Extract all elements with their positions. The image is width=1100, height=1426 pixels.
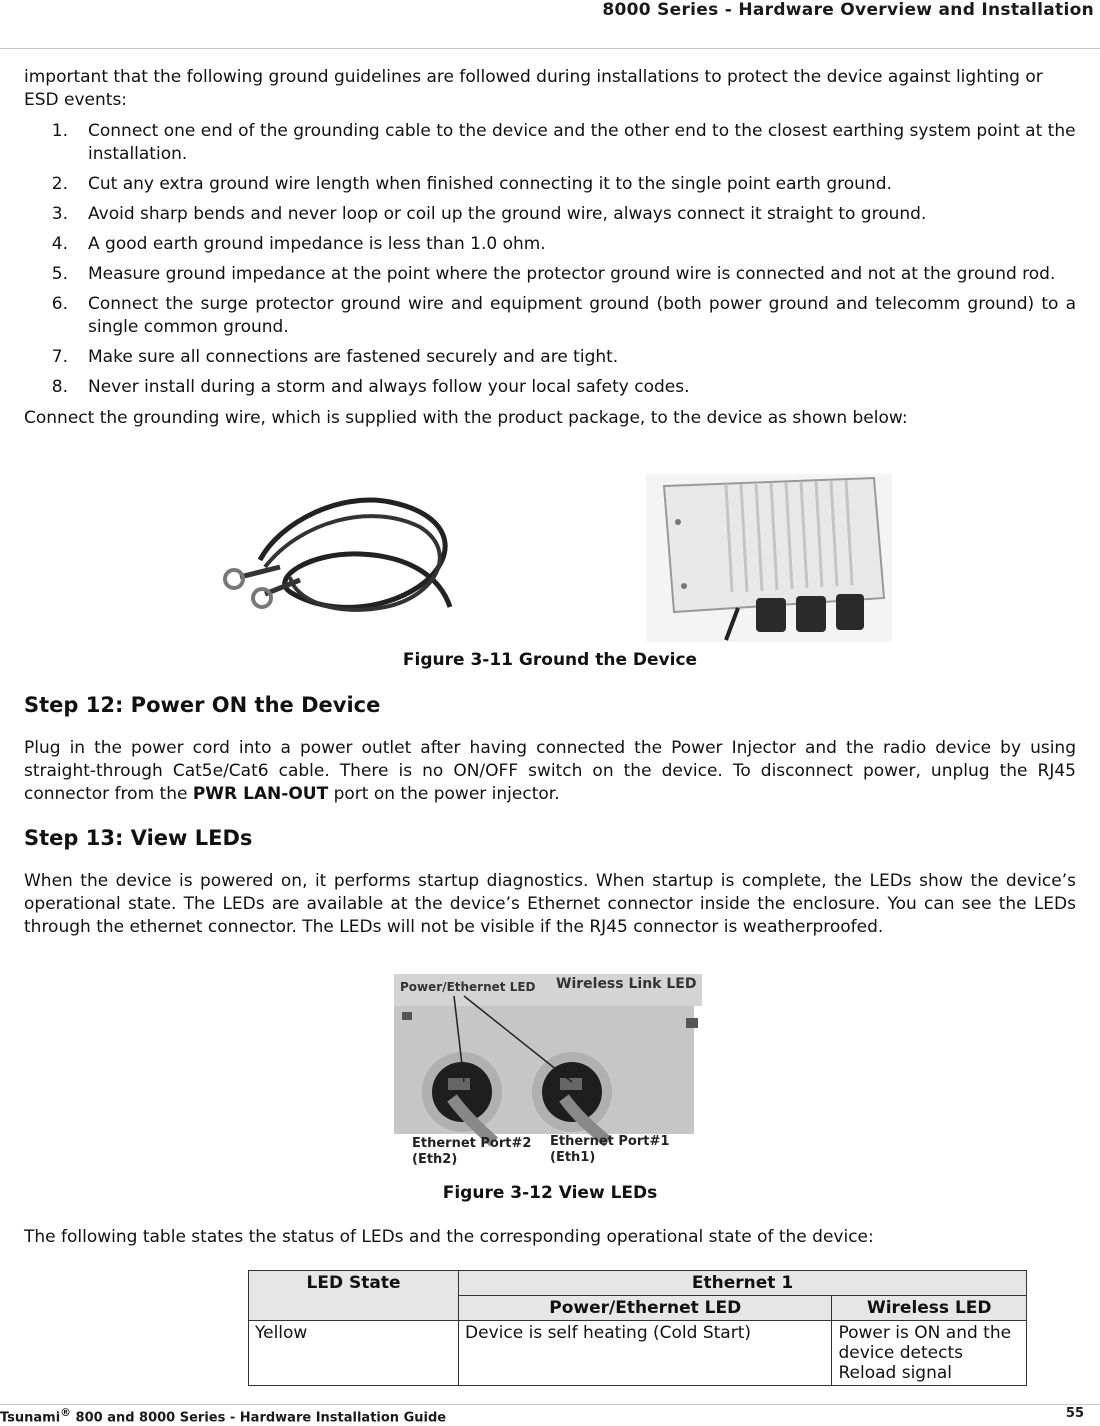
list-item-text: Avoid sharp bends and never loop or coil up the ground wire, always connect it straight to ground. xyxy=(88,204,927,224)
step-12-heading: Step 12: Power ON the Device xyxy=(24,693,381,717)
list-item xyxy=(24,203,1076,226)
list-item xyxy=(24,173,1076,196)
list-item-text: Cut any extra ground wire length when finished connecting it to the single point earth ground. xyxy=(88,174,892,194)
list-item-text: A good earth ground impedance is less than 1.0 ohm. xyxy=(88,234,546,254)
step-13-text: When the device is powered on, it performs startup diagnostics. When startup is complete, the LEDs show the device’s operational state. The LEDs are available at the device’s Ethernet connector inside the enclosure. You can see the LEDs through the ethernet connector. The LEDs will not be visible if the RJ45 connector is weatherproofed. xyxy=(24,871,1076,937)
figure-ground-device xyxy=(24,470,1076,644)
list-item xyxy=(24,346,1076,369)
list-item-number: 8. xyxy=(51,377,68,397)
list-item-text: Connect one end of the grounding cable to the device and the other end to the closest earthing system point at the installation. xyxy=(88,121,1076,164)
figure-3-11-caption: Figure 3-11 Ground the Device xyxy=(402,650,698,670)
ground-guidelines-list xyxy=(24,120,1076,399)
figure-view-leds xyxy=(394,974,702,1172)
cell-power-ethernet: Device is self heating (Cold Start) xyxy=(459,1321,832,1386)
pwr-lan-out-port: PWR LAN-OUT xyxy=(192,784,329,804)
header-rule xyxy=(0,48,1100,49)
header-led-state: LED State xyxy=(249,1271,459,1321)
list-item-number: 4. xyxy=(51,234,68,254)
list-item-text: Make sure all connections are fastened securely and are tight. xyxy=(88,347,619,367)
list-item xyxy=(24,376,1076,399)
list-item xyxy=(24,233,1076,256)
list-item-text: Never install during a storm and always follow your local safety codes. xyxy=(88,377,690,397)
list-item-number: 1. xyxy=(51,121,68,141)
label-power-ethernet-led: Power/Ethernet LED xyxy=(400,980,536,994)
list-item-number: 3. xyxy=(51,204,68,224)
cell-wireless: Power is ON and the device detects Reload signal xyxy=(832,1321,1027,1386)
cell-led-state: Yellow xyxy=(249,1321,459,1386)
grounding-cable-image xyxy=(220,482,470,632)
footer-guide-title: Tsunami® 800 and 8000 Series - Hardware Installation Guide xyxy=(0,1406,447,1426)
list-item-number: 6. xyxy=(51,294,68,314)
list-item xyxy=(24,293,1076,339)
table-intro: The following table states the status of LEDs and the corresponding operational state of the device: xyxy=(24,1227,874,1247)
label-wireless-link-led: Wireless Link LED xyxy=(556,976,697,992)
header-wireless-led: Wireless LED xyxy=(832,1296,1027,1321)
label-ethernet-port-1: Ethernet Port#1 (Eth1) xyxy=(550,1134,670,1165)
list-item-text: Connect the surge protector ground wire and equipment ground (both power ground and telecomm ground) to a single common ground. xyxy=(88,294,1076,337)
page-number: 55 xyxy=(1065,1406,1084,1421)
step-13-heading: Step 13: View LEDs xyxy=(24,826,253,850)
table-row xyxy=(249,1321,1027,1386)
footer-rule xyxy=(0,1404,1100,1405)
figure-3-12-caption: Figure 3-12 View LEDs xyxy=(442,1183,658,1203)
page-body xyxy=(24,66,1076,430)
connect-text: Connect the grounding wire, which is supplied with the product package, to the device as shown below: xyxy=(24,408,908,428)
label-ethernet-port-2: Ethernet Port#2 (Eth2) xyxy=(412,1136,532,1167)
header-ethernet-1: Ethernet 1 xyxy=(459,1271,1027,1296)
list-item-number: 7. xyxy=(51,347,68,367)
led-status-table xyxy=(248,1270,1027,1386)
list-item-number: 5. xyxy=(51,264,68,284)
intro-paragraph: important that the following ground guidelines are followed during installations to protect the device against lighting or ESD events: xyxy=(24,67,1043,110)
running-header: 8000 Series - Hardware Overview and Installation xyxy=(602,0,1094,20)
list-item xyxy=(24,263,1076,286)
radio-device-image xyxy=(646,474,892,642)
list-item-text: Measure ground impedance at the point where the protector ground wire is connected and not at the ground rod. xyxy=(88,264,1056,284)
list-item-number: 2. xyxy=(51,174,68,194)
header-power-ethernet-led: Power/Ethernet LED xyxy=(459,1296,832,1321)
table-header-row xyxy=(249,1271,1027,1296)
step-12-text: Plug in the power cord into a power outlet after having connected the Power Injector and the radio device by using straight-through Cat5e/Cat6 cable. There is no ON/OFF switch on the device. To disconnect power, unplug the RJ45 connector from the PWR LAN-OUT port on the power injector. xyxy=(24,738,1076,804)
list-item xyxy=(24,120,1076,166)
